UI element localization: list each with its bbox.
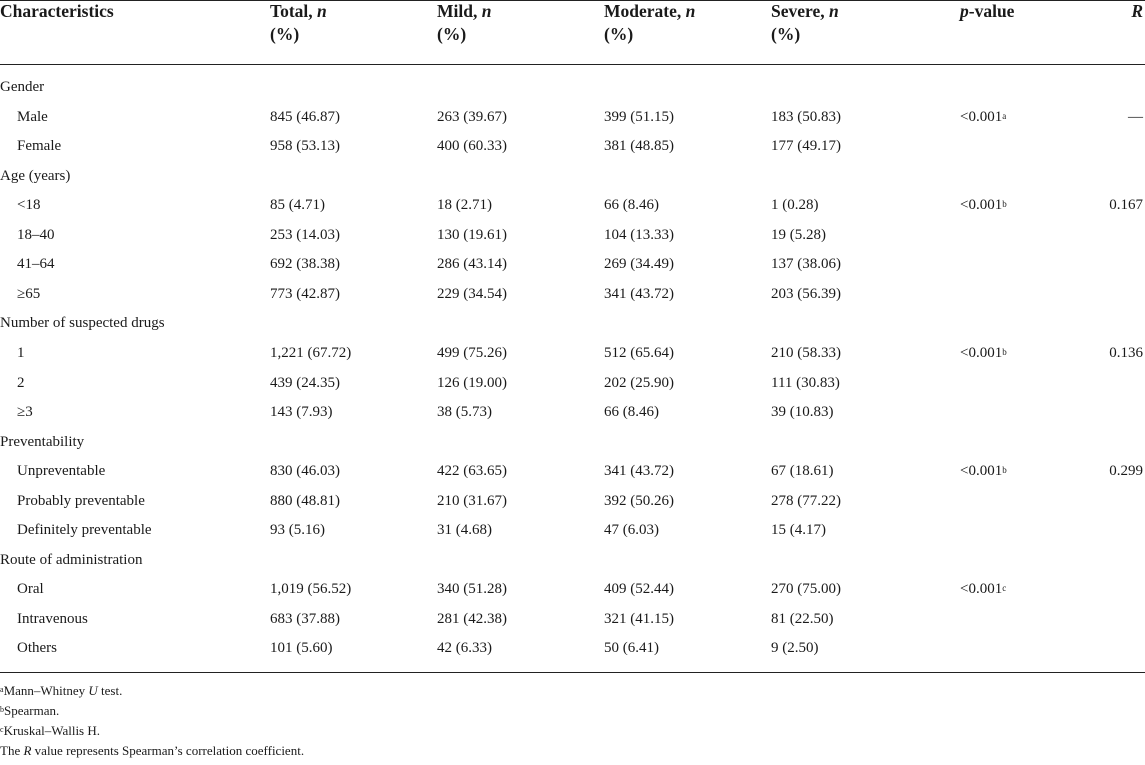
row-label: Others bbox=[17, 640, 57, 657]
cell-severe: 177 (49.17) bbox=[771, 138, 841, 155]
cell-moderate: 202 (25.90) bbox=[604, 374, 674, 391]
cell-total: 830 (46.03) bbox=[270, 463, 340, 480]
cell-moderate: 66 (8.46) bbox=[604, 404, 659, 421]
group-label: Age (years) bbox=[0, 167, 71, 184]
table-group-row bbox=[0, 315, 1145, 345]
row-label: 41–64 bbox=[17, 256, 55, 273]
row-label: Definitely preventable bbox=[17, 522, 152, 539]
header-characteristics: Characteristics bbox=[0, 1, 114, 21]
cell-severe: 81 (22.50) bbox=[771, 610, 834, 627]
cell-severe: 278 (77.22) bbox=[771, 492, 841, 509]
header-p-value bbox=[960, 0, 1014, 23]
group-label: Gender bbox=[0, 79, 45, 95]
cell-p-value bbox=[960, 109, 1006, 125]
cell-p-value bbox=[960, 197, 1007, 213]
cell-total: 93 (5.16) bbox=[270, 522, 325, 539]
cell-moderate: 341 (43.72) bbox=[604, 463, 674, 480]
footnote-c-text: Kruskal–Wallis H. bbox=[3, 723, 101, 738]
cell-moderate: 399 (51.15) bbox=[604, 108, 674, 125]
table-row bbox=[0, 463, 1145, 493]
header-mild bbox=[437, 0, 491, 46]
p-value-footnote-marker: a bbox=[1002, 110, 1007, 121]
cell-moderate: 66 (8.46) bbox=[604, 197, 659, 214]
cell-total: 439 (24.35) bbox=[270, 374, 340, 391]
cell-moderate: 341 (43.72) bbox=[604, 285, 674, 302]
header-total bbox=[270, 0, 327, 46]
cell-p-value bbox=[960, 581, 1006, 597]
footnote-r bbox=[0, 743, 304, 758]
cell-moderate: 269 (34.49) bbox=[604, 256, 674, 273]
cell-p-value bbox=[960, 463, 1007, 479]
cell-moderate: 104 (13.33) bbox=[604, 226, 674, 243]
row-label: 2 bbox=[17, 374, 25, 391]
cell-severe: 137 (38.06) bbox=[771, 256, 841, 273]
group-label: Preventability bbox=[0, 433, 85, 450]
footnote-c bbox=[0, 723, 100, 738]
table-row bbox=[0, 286, 1145, 316]
cell-mild: 281 (42.38) bbox=[437, 610, 507, 627]
table-row bbox=[0, 375, 1145, 405]
cell-total: 845 (46.87) bbox=[270, 108, 340, 125]
footnote-r-italic: R bbox=[23, 743, 32, 758]
cell-moderate: 392 (50.26) bbox=[604, 492, 674, 509]
table-row bbox=[0, 640, 1145, 670]
row-label: Female bbox=[17, 138, 62, 155]
table-row bbox=[0, 404, 1145, 434]
cell-moderate: 381 (48.85) bbox=[604, 138, 674, 155]
header-severe-pct: (%) bbox=[771, 24, 801, 44]
table-group-row bbox=[0, 168, 1145, 198]
row-label: Probably preventable bbox=[17, 492, 145, 509]
row-label: Intravenous bbox=[17, 610, 88, 627]
footnote-b-text: Spearman. bbox=[4, 703, 60, 718]
cell-severe: 39 (10.83) bbox=[771, 404, 834, 421]
cell-mild: 422 (63.65) bbox=[437, 463, 507, 480]
table-row bbox=[0, 493, 1145, 523]
row-label: <18 bbox=[17, 197, 41, 214]
row-label: Oral bbox=[17, 581, 44, 598]
cell-mild: 31 (4.68) bbox=[437, 522, 492, 539]
header-total-text: Total, bbox=[270, 1, 318, 21]
cell-r: 0.299 bbox=[1109, 463, 1143, 480]
cell-total: 85 (4.71) bbox=[270, 197, 325, 214]
cell-total: 1,221 (67.72) bbox=[270, 344, 352, 361]
cell-total: 143 (7.93) bbox=[270, 404, 333, 421]
header-value: -value bbox=[968, 1, 1015, 21]
header-mild-pct: (%) bbox=[437, 24, 467, 44]
cell-mild: 263 (39.67) bbox=[437, 108, 507, 125]
table-row bbox=[0, 227, 1145, 257]
cell-total: 253 (14.03) bbox=[270, 226, 340, 243]
cell-total: 958 (53.13) bbox=[270, 138, 340, 155]
row-label: 1 bbox=[17, 344, 25, 361]
table-row bbox=[0, 197, 1145, 227]
table-row bbox=[0, 109, 1145, 139]
group-label: Number of suspected drugs bbox=[0, 315, 165, 332]
cell-mild: 499 (75.26) bbox=[437, 344, 507, 361]
p-value-text: <0.001 bbox=[960, 463, 1003, 480]
cell-moderate: 409 (52.44) bbox=[604, 581, 674, 598]
p-value-footnote-marker: b bbox=[1002, 199, 1007, 210]
cell-mild: 210 (31.67) bbox=[437, 492, 507, 509]
cell-severe: 15 (4.17) bbox=[771, 522, 826, 539]
p-value-footnote-marker: b bbox=[1002, 346, 1007, 357]
header-moderate bbox=[604, 0, 695, 46]
cell-r: — bbox=[1128, 108, 1143, 125]
cell-severe: 183 (50.83) bbox=[771, 108, 841, 125]
table-row bbox=[0, 138, 1145, 168]
cell-r: 0.167 bbox=[1109, 197, 1143, 214]
table-group-row bbox=[0, 434, 1145, 464]
row-label: 18–40 bbox=[17, 226, 55, 243]
header-mild-text: Mild, bbox=[437, 1, 482, 21]
table-header-rule bbox=[0, 64, 1145, 65]
cell-p-value bbox=[960, 345, 1007, 361]
cell-mild: 229 (34.54) bbox=[437, 285, 507, 302]
cell-moderate: 47 (6.03) bbox=[604, 522, 659, 539]
table-row bbox=[0, 581, 1145, 611]
cell-mild: 126 (19.00) bbox=[437, 374, 507, 391]
table-group-row bbox=[0, 79, 1145, 109]
header-r: R bbox=[1131, 1, 1143, 21]
group-label: Route of administration bbox=[0, 551, 143, 568]
header-mild-n: n bbox=[481, 1, 492, 21]
footnote-a bbox=[0, 683, 122, 698]
footnote-a-marker: a bbox=[0, 685, 4, 694]
cell-total: 692 (38.38) bbox=[270, 256, 340, 273]
cell-total: 683 (37.88) bbox=[270, 610, 340, 627]
header-moderate-n: n bbox=[685, 1, 696, 21]
p-value-footnote-marker: b bbox=[1002, 465, 1007, 476]
row-label: Male bbox=[17, 108, 48, 125]
footnote-r-text2: value represents Spearman’s correlation coefficient. bbox=[31, 743, 305, 758]
header-moderate-text: Moderate, bbox=[604, 1, 686, 21]
cell-severe: 203 (56.39) bbox=[771, 285, 841, 302]
p-value-footnote-marker: c bbox=[1002, 583, 1007, 594]
footnote-a-text1: Mann–Whitney bbox=[3, 683, 89, 698]
cell-moderate: 321 (41.15) bbox=[604, 610, 674, 627]
p-value-text: <0.001 bbox=[960, 197, 1003, 214]
header-moderate-pct: (%) bbox=[604, 24, 634, 44]
footnote-r-text1: The bbox=[0, 743, 24, 758]
cell-mild: 18 (2.71) bbox=[437, 197, 492, 214]
table-group-row bbox=[0, 552, 1145, 582]
cell-severe: 9 (2.50) bbox=[771, 640, 819, 657]
cell-mild: 400 (60.33) bbox=[437, 138, 507, 155]
cell-severe: 1 (0.28) bbox=[771, 197, 819, 214]
footnote-b bbox=[0, 703, 59, 718]
table-row bbox=[0, 611, 1145, 641]
cell-severe: 19 (5.28) bbox=[771, 226, 826, 243]
cell-mild: 38 (5.73) bbox=[437, 404, 492, 421]
cell-mild: 42 (6.33) bbox=[437, 640, 492, 657]
cell-total: 880 (48.81) bbox=[270, 492, 340, 509]
p-value-text: <0.001 bbox=[960, 581, 1003, 598]
header-total-n: n bbox=[317, 1, 327, 21]
cell-moderate: 50 (6.41) bbox=[604, 640, 659, 657]
footnote-a-text2: test. bbox=[97, 683, 123, 698]
cell-mild: 340 (51.28) bbox=[437, 581, 507, 598]
row-label: Unpreventable bbox=[17, 463, 106, 480]
row-label: ≥3 bbox=[17, 404, 33, 421]
header-total-pct: (%) bbox=[270, 24, 300, 44]
table-row bbox=[0, 256, 1145, 286]
footnote-b-marker: b bbox=[0, 705, 4, 714]
p-value-text: <0.001 bbox=[960, 108, 1003, 125]
cell-severe: 67 (18.61) bbox=[771, 463, 834, 480]
header-severe-text: Severe, bbox=[771, 1, 829, 21]
cell-severe: 111 (30.83) bbox=[771, 374, 840, 391]
cell-total: 1,019 (56.52) bbox=[270, 581, 352, 598]
table-row bbox=[0, 345, 1145, 375]
cell-total: 773 (42.87) bbox=[270, 285, 340, 302]
cell-severe: 270 (75.00) bbox=[771, 581, 841, 598]
header-severe-n: n bbox=[829, 1, 839, 21]
row-label: ≥65 bbox=[17, 285, 41, 302]
cell-severe: 210 (58.33) bbox=[771, 344, 841, 361]
cell-r: 0.136 bbox=[1109, 344, 1143, 361]
cell-mild: 286 (43.14) bbox=[437, 256, 507, 273]
table-bottom-rule bbox=[0, 672, 1145, 673]
cell-total: 101 (5.60) bbox=[270, 640, 333, 657]
footnote-a-italic: U bbox=[88, 683, 98, 698]
table-row bbox=[0, 522, 1145, 552]
header-p: p bbox=[960, 1, 969, 21]
p-value-text: <0.001 bbox=[960, 344, 1003, 361]
cell-mild: 130 (19.61) bbox=[437, 226, 507, 243]
footnote-c-marker: c bbox=[0, 725, 4, 734]
header-severe bbox=[771, 0, 839, 46]
cell-moderate: 512 (65.64) bbox=[604, 344, 674, 361]
